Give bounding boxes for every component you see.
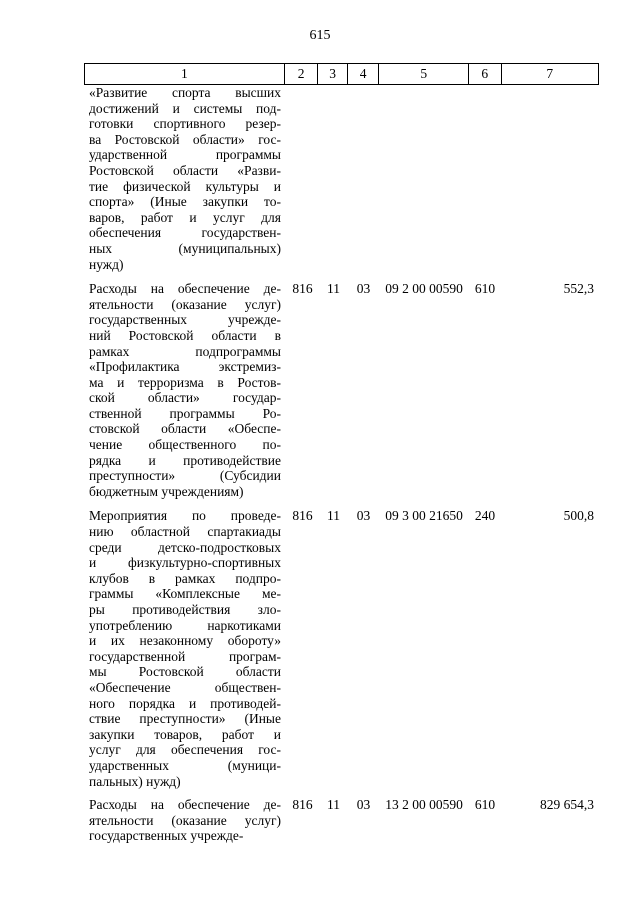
description-line: ры противодействия зло-: [89, 602, 281, 617]
description-line: ных (муниципальных): [89, 240, 281, 256]
cell-c6: 610: [474, 797, 496, 813]
cell-c6: 240: [474, 508, 496, 524]
description-line: преступности» (Субсидии: [89, 468, 281, 484]
cell-c3: [319, 85, 348, 272]
description-line: ственной программы Ро-: [89, 405, 281, 421]
description-line: рамках подпрограммы: [89, 343, 281, 359]
description-line: услуг для обеспечения гос-: [89, 742, 281, 758]
cell-c7: [501, 85, 599, 272]
description-line: ма и терроризма в Ростов-: [89, 374, 281, 390]
header-col-6: 6: [468, 64, 501, 84]
header-col-2: 2: [284, 64, 317, 84]
description-line: и физкультурно-спортивных: [89, 555, 281, 571]
row-description: [84, 508, 286, 789]
table-body: [84, 85, 599, 844]
cell-c3: 11: [327, 281, 340, 297]
description-line: употреблению наркотиками: [89, 617, 281, 633]
header-col-3: 3: [317, 64, 347, 84]
description-line: спорта» (Иные закупки то-: [89, 194, 281, 210]
cell-c4: [348, 85, 379, 272]
description-line: закупки товаров, работ и: [89, 726, 281, 742]
description-line: и их незаконному обороту»: [89, 633, 281, 649]
description-line: нужд): [89, 256, 124, 272]
table-row: [84, 508, 599, 789]
table-header: [84, 63, 599, 85]
cell-c2: 816: [292, 508, 313, 524]
description-line: рядка и противодействие: [89, 452, 281, 468]
description-line: ударственных (муници-: [89, 757, 281, 773]
description-line: ний Ростовской области в: [89, 327, 281, 343]
table-row: [84, 281, 599, 499]
description-line: ятельности (оказание услуг): [89, 296, 281, 312]
cell-c5: [379, 85, 469, 272]
description-line: обеспечения государствен-: [89, 225, 281, 241]
description-line: Расходы на обеспечение де-: [89, 797, 281, 813]
cell-c4: 03: [356, 508, 371, 524]
cell-c2: [286, 85, 319, 272]
page-number: 615: [309, 28, 331, 43]
description-line: Ростовской области «Разви-: [89, 162, 281, 178]
description-line: ного порядка и противодей-: [89, 695, 281, 711]
description-line: нию областной спартакиады: [89, 524, 281, 540]
description-line: среди детско-подростковых: [89, 539, 281, 555]
description-line: ствие преступности» (Иные: [89, 711, 281, 727]
description-line: ской области» государ-: [89, 390, 281, 406]
cell-c5: 13 2 00 00590: [385, 797, 463, 813]
description-line: ва Ростовской области» гос-: [89, 131, 281, 147]
description-line: готовки спортивного резер-: [89, 116, 281, 132]
description-line: клубов в рамках подпро-: [89, 570, 281, 586]
cell-c7: 500,8: [563, 508, 594, 524]
description-line: стовской области «Обеспе-: [89, 421, 281, 437]
header-col-1: 1: [181, 66, 188, 81]
cell-c6: 610: [474, 281, 496, 297]
description-line: ударственной программы: [89, 147, 281, 163]
cell-c2: 816: [292, 797, 313, 813]
header-col-5: 5: [378, 64, 468, 84]
description-line: государственной програм-: [89, 648, 281, 664]
cell-c7: 552,3: [563, 281, 594, 297]
description-line: Расходы на обеспечение де-: [89, 281, 281, 297]
cell-c5: 09 2 00 00590: [385, 281, 463, 297]
budget-table: [84, 63, 599, 844]
table-row: [84, 797, 599, 844]
row-description: [84, 281, 286, 499]
cell-c5: 09 3 00 21650: [385, 508, 463, 524]
cell-c3: 11: [327, 508, 340, 524]
description-line: достижений и системы под-: [89, 100, 281, 116]
cell-c4: 03: [356, 281, 371, 297]
description-line: «Профилактика экстремиз-: [89, 359, 281, 375]
cell-c4: 03: [356, 797, 371, 813]
header-col-4: 4: [347, 64, 379, 84]
description-line: «Развитие спорта высших: [89, 85, 281, 100]
table-row: [84, 85, 599, 272]
description-line: тие физической культуры и: [89, 178, 281, 194]
description-line: варов, работ и услуг для: [89, 209, 281, 225]
cell-c2: 816: [292, 281, 313, 297]
description-line: ятельности (оказание услуг): [89, 812, 281, 828]
description-line: пальных) нужд): [89, 773, 181, 789]
description-line: государственных учрежде-: [89, 312, 281, 328]
description-line: государственных учрежде-: [89, 828, 244, 844]
row-description: [84, 797, 286, 844]
description-line: «Обеспечение обществен-: [89, 679, 281, 695]
cell-c6: [469, 85, 501, 272]
description-line: бюджетным учреждениям): [89, 483, 244, 499]
cell-c7: 829 654,3: [540, 797, 594, 813]
description-line: чение общественного по-: [89, 437, 281, 453]
cell-c3: 11: [327, 797, 340, 813]
description-line: граммы «Комплексные ме-: [89, 586, 281, 602]
description-line: мы Ростовской области: [89, 664, 281, 680]
description-line: Мероприятия по проведе-: [89, 508, 281, 524]
header-col-7: 7: [501, 64, 598, 84]
row-description: [84, 85, 286, 272]
